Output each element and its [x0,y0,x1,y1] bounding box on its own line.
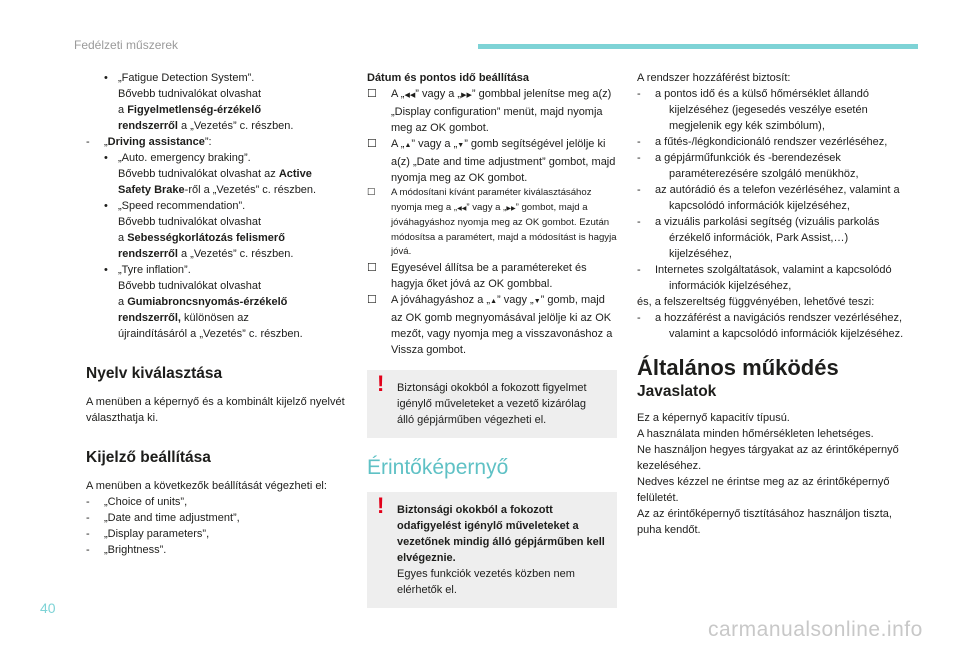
touchscreen-heading: Érintőképernyő [367,455,509,479]
warning-bold-text: Biztonsági okokból a fokozott odafigyelést igénylő műveleteket a vezetőnek mindig álló gépjárműben kell elvégeznie. [397,503,605,564]
down-arrow-icon: ▼ [533,297,541,305]
tip-line: Ne használjon hegyes tárgyakat az az érintőképernyő kezeléséhez. [637,444,899,472]
dash-mark: - [637,312,641,324]
instruction-item [367,260,617,292]
bullet-mark: • [104,264,108,276]
auto-ref [118,166,348,182]
speed-ref [118,230,348,246]
checkbox-icon: ☐ [367,88,377,100]
bullet-mark: • [104,152,108,164]
tips-heading: Javaslatok [637,383,717,400]
text: A „ [391,88,405,100]
checkbox-icon: ☐ [367,138,377,150]
speed-line: Bővebb tudnivalókat olvashat [118,216,262,228]
text: különösen az [180,312,249,324]
display-settings-heading: Kijelző beállítása [86,449,211,466]
instruction-item [367,292,617,358]
general-operation-heading: Általános működés [637,355,839,380]
text: Egyesével állítsa be a paramétereket és hagyja őket jóvá az OK gombbal. [391,261,587,290]
text: ” gombbal jelenítse meg a(z) „Display configuration” menüt, majd nyomja meg az OK gombot. [391,88,612,134]
text: ” gomb, majd az OK gomb megnyomásával jelölje ki az OK mezőt, vagy nyomja meg a visszavonáshoz a Vissza gombot. [391,293,613,356]
dash-mark: - [86,512,90,524]
list-item [637,134,907,150]
access-list [637,86,907,294]
auto-braking-label: „Auto. emergency braking”. [118,152,251,164]
fatigue-ref [118,102,348,118]
list-item-text: a pontos idő és a külső hőmérséklet állandó kijelzéséhez (jegesedés veszélye esetén megjelenik egy kék szimbólum), [655,88,870,132]
auto-ref-end [118,182,348,198]
left-arrow-icon: ◀◀ [457,205,467,212]
tyre-line: Bővebb tudnivalókat olvashat [118,280,262,292]
list-item [86,494,348,510]
touchscreen-warning-box [367,492,617,608]
list-item [86,510,348,526]
up-arrow-icon: ▲ [404,142,412,149]
list-item [637,150,907,182]
warning-icon: ! [377,492,385,518]
list-item-text: a hozzáférést a navigációs rendszer vezérléséhez, valamint a kapcsolódó információk kijelzéséhez. [655,312,904,340]
list-item-text: „Date and time adjustment”, [104,512,240,524]
tip-line: A használata minden hőmérsékleten lehetséges. [637,428,874,440]
text: ” gomb segítségével jelölje ki a(z) „Date and time adjustment” gombot, majd nyomja meg az OK gombot. [391,138,616,184]
page-number: 40 [40,600,56,616]
dash-mark: - [86,544,90,556]
list-item-text: „Brightness”. [104,544,167,556]
warning-icon: ! [377,370,385,396]
tyre-ref-end [118,310,348,326]
fatigue-line: Bővebb tudnivalókat olvashat [118,88,262,100]
bold-ref: Sebességkorlátozás felismerő [127,232,285,244]
tyre-line: újraindításáról a „Vezetés” c. részben. [118,328,303,340]
right-arrow-icon: ▶▶ [461,92,472,99]
down-arrow-icon: ▼ [457,142,465,149]
up-arrow-icon: ▲ [490,297,498,305]
list-item [86,262,348,342]
speed-label: „Speed recommendation”. [118,200,246,212]
text: A jóváhagyáshoz a „ [391,293,491,306]
column-2 [367,70,617,608]
text: ” vagy „ [497,293,534,306]
text: ” vagy a „ [466,201,507,213]
list-item-text: Internetes szolgáltatások, valamint a kapcsolódó információk kijelzéséhez, [655,264,892,292]
instruction-item [367,186,617,260]
fatigue-ref-end [118,118,348,134]
column-3 [637,70,907,538]
list-item [86,198,348,262]
tip-line: Nedves kézzel ne érintse meg az az érintőképernyő felületét. [637,476,890,504]
dash-mark: - [637,216,641,228]
text: Bővebb tudnivalókat olvashat az [118,168,279,180]
text: a „Vezetés” c. részben. [177,120,294,132]
right-arrow-icon: ▶▶ [506,205,516,212]
text: ”: [204,136,212,148]
bold-ref: Gumiabroncsnyomás-érzékelő [127,296,288,308]
dash-mark: - [86,528,90,540]
bold-ref: rendszerről, [118,312,181,324]
language-heading: Nyelv kiválasztása [86,365,223,382]
tip-line: Ez a képernyő kapacitív típusú. [637,412,790,424]
dash-mark: - [637,264,641,276]
list-item-text: a vizuális parkolási segítség (vizuális parkolás érzékelő információk, Park Assist,…) kijelzéséhez, [655,216,880,260]
text: a „Vezetés” c. részben. [177,248,294,260]
list-item [637,262,907,294]
language-text: A menüben a képernyő és a kombinált kijelző nyelvét választhatja ki. [86,396,345,424]
warning-text: Egyes funkciók vezetés közben nem elérhetők el. [397,567,575,596]
fatigue-item-label: „Fatigue Detection System”. [118,72,255,84]
display-settings-text: A menüben a következők beállítását végezheti el: [86,480,327,492]
driving-assistance-label: Driving assistance [107,136,205,148]
checkbox-icon: ☐ [367,261,377,274]
dash-mark: - [637,184,641,196]
instruction-item [367,86,617,136]
dash-mark: - [86,136,90,148]
text: A módosítani kívánt paraméter kiválasztásához nyomja meg a „ [391,187,592,213]
column-1 [86,70,348,558]
left-arrow-icon: ◀◀ [404,92,416,99]
dash-mark: - [637,88,641,100]
list-item-text: „Display parameters”, [104,528,210,540]
tips-text [637,410,907,538]
list-item-text: „Choice of units”, [104,496,188,508]
warning-text: Biztonsági okokból a fokozott figyelmet igénylő műveleteket a vezető kizárólag álló gépjárműben végezheti el. [397,381,587,426]
text: ” gombot, majd a jóváhagyáshoz nyomja meg az OK gombot. Ezután módosítsa a paramétert, majd a módosítást is hagyja jóvá. [391,201,617,257]
checkbox-icon: ☐ [367,187,376,198]
bullet-mark: • [104,200,108,212]
date-time-heading: Dátum és pontos idő beállítása [367,72,529,84]
safety-warning-box [367,370,617,438]
header-title: Fedélzeti műszerek [74,38,179,52]
bold-ref: Safety Brake [118,184,185,196]
bold-ref: Figyelmetlenség-érzékelő [127,104,262,116]
list-item-text: a gépjárműfunkciók és -berendezések paraméterezésére szolgáló menükhöz, [655,152,859,180]
dash-mark: - [86,496,90,508]
list-item [86,526,348,542]
list-item [637,86,907,134]
text: a [118,296,128,308]
driving-assistance-item [86,134,348,150]
instruction-item [367,136,617,186]
dash-mark: - [637,152,641,164]
list-item-text: az autórádió és a telefon vezérléséhez, valamint a kapcsolódó információk kijelzéséhez, [655,184,900,212]
speed-ref-end [118,246,348,262]
tip-line: Az az érintőképernyő tisztításához használjon tiszta, puha kendőt. [637,508,892,536]
bold-ref: rendszerről [118,248,178,260]
text: a [118,104,128,116]
display-settings-list [86,494,348,558]
list-item-text: a fűtés-/légkondicionáló rendszer vezérléséhez, [655,136,888,148]
list-item [637,182,907,214]
text: ” vagy a „ [411,138,458,150]
equipment-list [637,310,907,342]
access-intro: A rendszer hozzáférést biztosít: [637,72,791,84]
list-item [86,150,348,198]
checkbox-icon: ☐ [367,293,377,306]
list-item [86,542,348,558]
text: A „ [391,138,405,150]
text: a [118,232,128,244]
header-accent-bar [478,44,918,49]
text: -ről a „Vezetés” c. részben. [184,184,317,196]
list-item [637,214,907,262]
text: ” vagy a „ [415,88,462,100]
tyre-label: „Tyre inflation”. [118,264,191,276]
bullet-mark: • [104,72,108,84]
dash-mark: - [637,136,641,148]
watermark: carmanualsonline.info [708,618,923,641]
text: „ [104,136,108,148]
bold-ref: Active [278,168,312,180]
list-item [637,310,907,342]
bold-ref: rendszerről [118,120,178,132]
tyre-ref [118,294,348,310]
list-item [86,70,348,134]
equipment-text: és, a felszereltség függvényében, lehetővé teszi: [637,296,875,308]
